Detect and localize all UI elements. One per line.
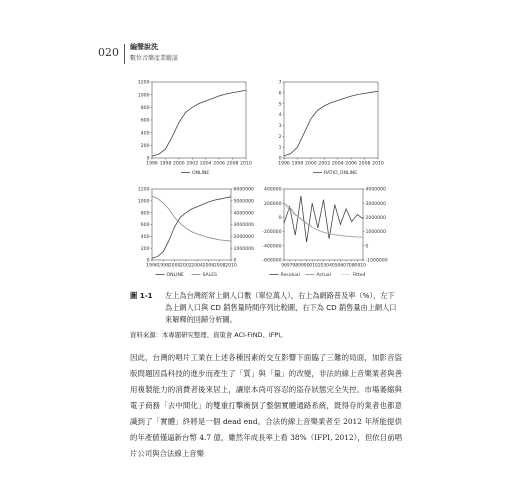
x-tick-label: 2000 bbox=[305, 161, 317, 167]
series-line-online bbox=[152, 90, 246, 156]
x-tick-label: 02 bbox=[314, 263, 321, 269]
x-tick-label: 01 bbox=[309, 263, 316, 269]
y2-tick-label: 0 bbox=[233, 258, 237, 264]
y-tick-label: 5 bbox=[278, 102, 282, 108]
y2-tick-label: 3000000 bbox=[365, 201, 386, 207]
y-tick-label: 1000 bbox=[137, 93, 150, 99]
y-tick-label: 200 bbox=[140, 143, 150, 149]
y2-tick-label: -1000000 bbox=[365, 258, 388, 264]
y2-tick-label: 0 bbox=[365, 244, 369, 250]
figure-caption bbox=[130, 290, 400, 326]
x-tick-label: 2008 bbox=[358, 161, 371, 167]
y-tick-label: 0 bbox=[146, 156, 150, 162]
x-tick-label: 2002 bbox=[180, 263, 192, 269]
x-tick-label: 99 bbox=[297, 263, 304, 269]
x-tick-label: 2010 bbox=[372, 161, 384, 167]
y-tick-label: 4 bbox=[278, 113, 282, 119]
x-tick-label: 96 bbox=[281, 263, 287, 269]
legend-label: Actual bbox=[316, 273, 331, 278]
y2-tick-label: 1000000 bbox=[365, 230, 386, 236]
x-tick-label: 10 bbox=[360, 263, 366, 269]
x-tick-label: 2006 bbox=[202, 263, 215, 269]
y-tick-label: 200000 bbox=[263, 201, 282, 207]
y-tick-label: 800 bbox=[140, 211, 150, 217]
y-tick-label: -200000 bbox=[262, 230, 282, 236]
y-tick-label: 7 bbox=[278, 80, 282, 86]
y-tick-label: 1200 bbox=[137, 187, 150, 193]
series-line-sales bbox=[152, 196, 231, 241]
x-tick-label: 2008 bbox=[226, 161, 239, 167]
x-tick-label: 2010 bbox=[240, 161, 252, 167]
chart-top-left bbox=[130, 78, 250, 180]
x-tick-label: 2008 bbox=[213, 263, 226, 269]
chart-bottom-left bbox=[130, 185, 255, 282]
x-tick-label: 2000 bbox=[168, 263, 181, 269]
x-tick-label: 97 bbox=[286, 263, 293, 269]
y-tick-label: 200 bbox=[140, 246, 150, 252]
page-header bbox=[0, 0, 520, 70]
series-line-residual bbox=[284, 196, 363, 242]
book-subtitle: 數位音樂產業縱談 bbox=[130, 55, 179, 62]
x-tick-label: 2006 bbox=[213, 161, 225, 167]
legend-label: ONLINE bbox=[192, 171, 210, 176]
y-tick-label: 800 bbox=[140, 105, 150, 111]
x-tick-label: 2004 bbox=[199, 161, 212, 167]
series-line-ratio-online bbox=[284, 91, 378, 156]
y-tick-label: 400 bbox=[140, 131, 150, 137]
y-tick-label: 600 bbox=[140, 223, 150, 229]
y-tick-label: 2 bbox=[278, 134, 282, 140]
x-tick-label: 04 bbox=[326, 263, 333, 269]
y-tick-label: 1000 bbox=[137, 199, 150, 205]
chart-bottom-right bbox=[262, 185, 387, 282]
x-tick-label: 00 bbox=[303, 263, 310, 269]
x-tick-label: 2004 bbox=[331, 161, 344, 167]
y-tick-label: 0 bbox=[278, 156, 282, 162]
x-tick-label: 1996 bbox=[146, 263, 158, 269]
x-tick-label: 05 bbox=[331, 263, 338, 269]
x-tick-label: 98 bbox=[292, 263, 299, 269]
y-tick-label: 400 bbox=[140, 234, 150, 240]
chart-regression bbox=[262, 185, 387, 282]
y-tick-label: 0 bbox=[146, 258, 150, 264]
figure-label: 圖 1-1 bbox=[130, 291, 153, 300]
legend-label: Fitted bbox=[352, 273, 366, 278]
y2-tick-label: 4000000 bbox=[365, 187, 386, 193]
x-tick-label: 06 bbox=[337, 263, 344, 269]
y2-tick-label: 3000000 bbox=[233, 223, 254, 229]
chart-online-users bbox=[130, 78, 250, 180]
y2-tick-label: 2000000 bbox=[233, 234, 254, 240]
x-tick-label: 2002 bbox=[318, 161, 331, 167]
x-tick-label: 1998 bbox=[291, 161, 304, 167]
y-tick-label: 1200 bbox=[137, 80, 150, 86]
x-tick-label: 1998 bbox=[159, 161, 172, 167]
legend-label: SALES bbox=[202, 273, 218, 278]
source-note: 資料來源：本專題研究整理、資策會 ACI-FIND、IFPI。 bbox=[130, 331, 287, 339]
y2-tick-label: 6000000 bbox=[233, 187, 254, 193]
y-tick-label: 600 bbox=[140, 118, 150, 124]
x-tick-label: 2006 bbox=[345, 161, 357, 167]
page-number: 020 bbox=[98, 46, 119, 59]
chart-top-right bbox=[262, 78, 382, 180]
legend-label: Residual bbox=[280, 273, 300, 278]
x-tick-label: 08 bbox=[348, 263, 355, 269]
plot-frame bbox=[152, 189, 231, 260]
header-divider bbox=[124, 44, 125, 64]
x-tick-label: 03 bbox=[320, 263, 327, 269]
y2-tick-label: 4000000 bbox=[233, 211, 254, 217]
y2-tick-label: 1000000 bbox=[233, 246, 254, 252]
y-tick-label: -600000 bbox=[262, 258, 282, 264]
x-tick-label: 09 bbox=[354, 263, 361, 269]
chart-ratio-online bbox=[262, 78, 382, 180]
y-tick-label: 400000 bbox=[263, 187, 282, 193]
plot-frame bbox=[152, 82, 246, 158]
x-tick-label: 2002 bbox=[186, 161, 199, 167]
y-tick-label: 0 bbox=[278, 216, 282, 221]
series-line-online bbox=[152, 197, 231, 259]
y-tick-label: 3 bbox=[278, 124, 282, 130]
legend-label: RATIO_ONLINE bbox=[324, 171, 358, 176]
y-tick-label: -400000 bbox=[262, 244, 282, 250]
body-paragraph bbox=[130, 350, 402, 462]
legend-label: ONLINE bbox=[166, 273, 184, 278]
y2-tick-label: 2000000 bbox=[365, 216, 386, 221]
x-tick-label: 2004 bbox=[191, 263, 203, 269]
x-tick-label: 07 bbox=[343, 263, 350, 269]
x-tick-label: 2000 bbox=[173, 161, 185, 167]
y2-tick-label: 5000000 bbox=[233, 199, 254, 205]
figure-caption-text: 左上為台灣經常上網人口數（單位萬人），右上為網路普及率（%），左下為上網人口與 CD 銷售量時間序列比較圖，右下為 CD 銷售量由上網人口來解釋的回歸分析圖。 bbox=[165, 291, 397, 324]
chart-online-vs-sales bbox=[130, 185, 255, 282]
x-tick-label: 1996 bbox=[146, 161, 158, 167]
book-title: 編聲說洗 bbox=[130, 43, 158, 51]
x-tick-label: 1996 bbox=[278, 161, 290, 167]
y-tick-label: 6 bbox=[278, 91, 282, 97]
y-tick-label: 1 bbox=[278, 145, 282, 151]
paragraph-text: 因此，台灣的唱片工業在上述各種因素的交互影響下面臨了三難的局面，加影音盜版問題因爲科技的進步而產生了「質」與「量」的改變，非法的線上音樂業者與善用複製能力的消費者後來居上，讓原本尚可容忍的盜存狀態完全失控。市場萎縮與電子商務「去中間化」的雙重打擊衝倒了整個實體通路系統，既得存的業者也都意識到了「實體」終將是一個 dead end。合法的線上音樂業者至 2012 年所能提供的年產値僅逼新台幣 4.7 億，雖然年成長率上看 38%（IFPI, 2012），但依目前唱片公司與合法線上音樂 bbox=[130, 353, 402, 458]
x-tick-label: 2010 bbox=[225, 263, 237, 269]
x-tick-label: 1998 bbox=[157, 263, 170, 269]
